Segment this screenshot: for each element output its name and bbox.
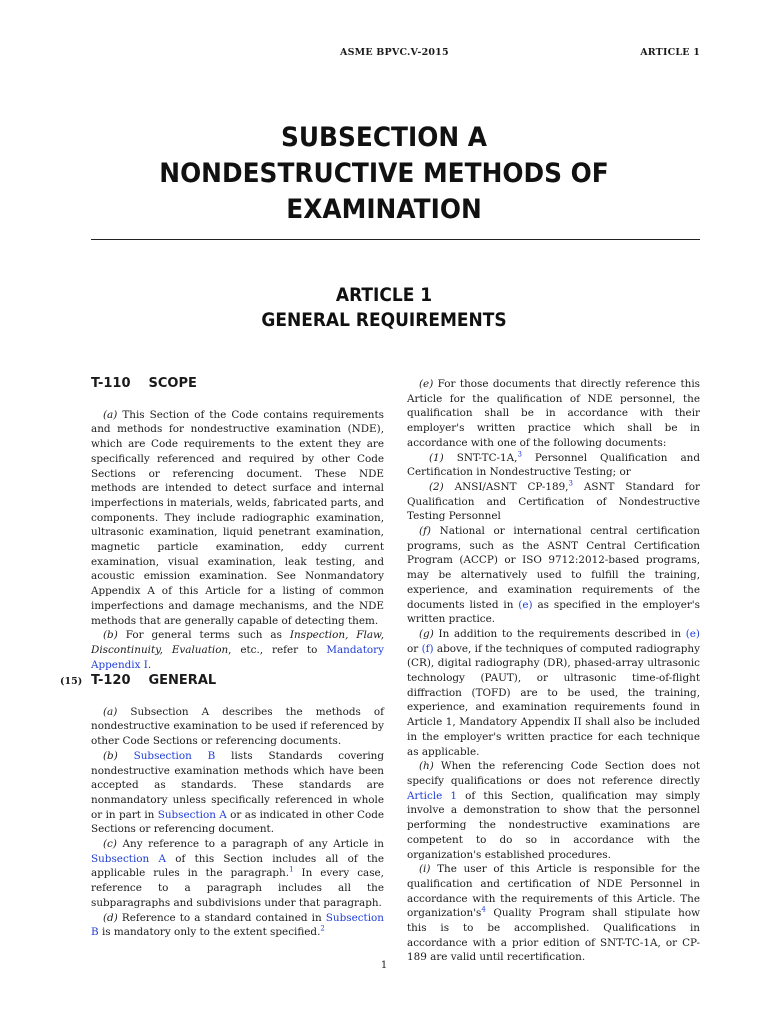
subsection-a-link[interactable]: Subsection A — [157, 808, 227, 821]
paragraph-e2 — [407, 480, 700, 524]
paragraph-text: The user of this Article is responsible for the qualification and certification of NDE Personnel in accordance with the requirements of this Article. The organization's — [407, 863, 700, 920]
paragraph-h — [407, 759, 700, 862]
running-header-left: ASME BPVC.V-2015 — [340, 47, 449, 58]
mandatory-appendix-link[interactable]: Mandatory Appendix I — [91, 643, 384, 671]
paragraph-text: This Section of the Code contains requirements and methods for nondestructive examination (NDE), which are Code requirements to the extent they are specifically referenced and required by other Code Sections or referencing document. These NDE methods are intended to detect surface and internal imperfections in materials, welds, fabricated parts, and components. They include radiographic examination, ultrasonic examination, liquid penetrant examination, magnetic particle examination, eddy current examination, visual examination, leak testing, and acoustic emission examination. See Nonmandatory Appendix A of this Article for a listing of common imperfections and damage mechanisms, and the NDE methods that are generally capable of detecting them. — [91, 408, 384, 627]
title-line-2: NONDESTRUCTIVE METHODS OF — [159, 158, 609, 189]
paragraph-t120-c — [91, 837, 384, 911]
item-label: (b) — [103, 749, 118, 762]
section-title: GENERAL — [148, 673, 217, 688]
item-label: (e) — [419, 378, 434, 390]
item-label: (d) — [103, 911, 118, 924]
subsection-b-link[interactable]: Subsection B — [91, 911, 384, 939]
item-label: (i) — [419, 863, 431, 876]
paragraph-text: lists Standards covering nondestructive examination methods which have been accepted as standards. These standards are nonmandatory unless specifically referenced in whole or in part in — [91, 749, 384, 821]
paragraph-text: above, if the techniques of computed radiography (CR), digital radiography (DR), phased-array ultrasonic technology (PAUT), or ultrasonic time-of-flight diffraction (TOFD) are to be used, the training, experience, and examination requirements found in Article 1, Mandatory Appendix II shall also be included in the employer's written practice for each technique as applicable. — [407, 642, 700, 758]
paragraph-text: of this Section, qualification may simply involve a demonstration to show that the personnel performing the nondestructive examinations are competent to do so in accordance with the organization's established procedures. — [407, 789, 700, 861]
section-number: T-110 — [91, 376, 131, 391]
paragraph-text: or — [407, 642, 422, 655]
footnote-ref-3[interactable]: 3 — [517, 450, 522, 459]
title-divider — [91, 239, 700, 240]
page-number: 1 — [380, 960, 388, 971]
section-heading-t110 — [91, 377, 384, 392]
paragraph-g — [407, 627, 700, 759]
item-label: (c) — [103, 838, 117, 851]
section-heading-t120 — [91, 674, 384, 689]
paragraph-t110-b — [91, 628, 384, 672]
paragraph-text: of this Section includes all of the applicable rules in the paragraph. — [91, 852, 384, 880]
item-label: (1) — [429, 451, 444, 464]
item-label: (2) — [429, 480, 444, 493]
article-name: GENERAL REQUIREMENTS — [261, 310, 507, 331]
item-label: (a) — [103, 408, 118, 421]
article-1-link[interactable]: Article 1 — [407, 789, 457, 802]
paragraph-text: When the referencing Code Section does not specify qualifications or does not reference directly — [407, 760, 700, 787]
footnote-ref-1[interactable]: 1 — [289, 865, 294, 874]
item-label: (b) — [103, 629, 118, 642]
paragraph-e-link[interactable]: (e) — [685, 627, 700, 640]
paragraph-t120-b — [91, 749, 384, 837]
item-label: (a) — [103, 705, 118, 718]
article-number: ARTICLE 1 — [335, 285, 433, 306]
paragraph-t120-a — [91, 705, 384, 749]
footnote-ref-4[interactable]: 4 — [481, 905, 486, 914]
paragraph-text: . — [147, 658, 152, 671]
footnote-ref-2[interactable]: 2 — [320, 924, 325, 933]
paragraph-text: or as indicated in other Code Sections or referencing document. — [91, 808, 385, 836]
paragraph-text: For those documents that directly reference this Article for the qualification of NDE personnel, the qualification shall be in accordance with their employer's written practice which shall be in accordance with one of the following documents: — [407, 378, 700, 449]
title-line-3: EXAMINATION — [286, 194, 482, 225]
item-label: (g) — [419, 627, 434, 640]
revision-margin-mark: (15) — [60, 676, 83, 687]
paragraph-t120-d — [91, 911, 384, 940]
paragraph-text: SNT-TC-1A, — [443, 451, 518, 464]
section-title: SCOPE — [148, 376, 197, 391]
defined-terms: Inspection, Flaw, Discontinuity, Evaluation — [91, 629, 384, 656]
paragraph-text: Quality Program shall stipulate how this is to be accomplished. Qualifications in accordance with a prior edition of SNT-TC-1A, or CP-189 are valid until recertification. — [407, 907, 700, 964]
paragraph-text: In addition to the requirements described in — [433, 627, 686, 640]
footnote-ref-3[interactable]: 3 — [568, 479, 573, 488]
paragraph-text: , etc., refer to — [228, 643, 327, 656]
section-t110 — [91, 377, 384, 672]
title-line-1: SUBSECTION A — [280, 122, 488, 153]
paragraph-text: National or international central certification programs, such as the ASNT Central Certification Program (ACCP) or ISO 9712:2012-based programs, may be alternatively used to fulfill the training, experience, and examination requirements of the documents listed in — [407, 525, 700, 611]
section-t120 — [91, 674, 384, 940]
paragraph-text: ANSI/ASNT CP-189, — [443, 480, 569, 493]
paragraph-text: as specified in the employer's written practice. — [407, 598, 700, 626]
subsection-b-link[interactable]: Subsection B — [133, 749, 216, 762]
paragraph-text: is mandatory only to the extent specified. — [98, 926, 321, 939]
paragraph-text: Reference to a standard contained in — [117, 911, 326, 924]
right-column — [407, 377, 700, 965]
paragraph-t110-a — [91, 408, 384, 629]
article-heading — [31, 283, 738, 333]
paragraph-e — [407, 377, 700, 451]
paragraph-e-link[interactable]: (e) — [518, 598, 533, 611]
subsection-a-link[interactable]: Subsection A — [91, 852, 166, 865]
page-title — [31, 120, 738, 228]
paragraph-f — [407, 524, 700, 627]
item-label: (h) — [419, 760, 434, 773]
paragraph-f-link[interactable]: (f) — [421, 642, 434, 655]
item-label: (f) — [419, 525, 431, 538]
paragraph-text: In every case, reference to a paragraph includes all the subparagraphs and subdivisions under that paragraph. — [91, 867, 384, 909]
paragraph-i — [407, 862, 700, 965]
paragraph-e1 — [407, 451, 700, 480]
paragraph-text: ASNT Standard for Qualification and Certification of Nondestructive Testing Personnel — [407, 480, 700, 523]
paragraph-text: Personnel Qualification and Certification in Nondestructive Testing; or — [407, 451, 700, 479]
section-number: T-120 — [91, 673, 131, 688]
paragraph-text: For general terms such as — [117, 629, 290, 642]
paragraph-text: Subsection A describes the methods of nondestructive examination to be used if referenced by other Code Sections or referencing documents. — [91, 705, 384, 748]
running-header-right: ARTICLE 1 — [640, 47, 700, 58]
paragraph-text: Any reference to a paragraph of any Article in — [116, 838, 384, 851]
